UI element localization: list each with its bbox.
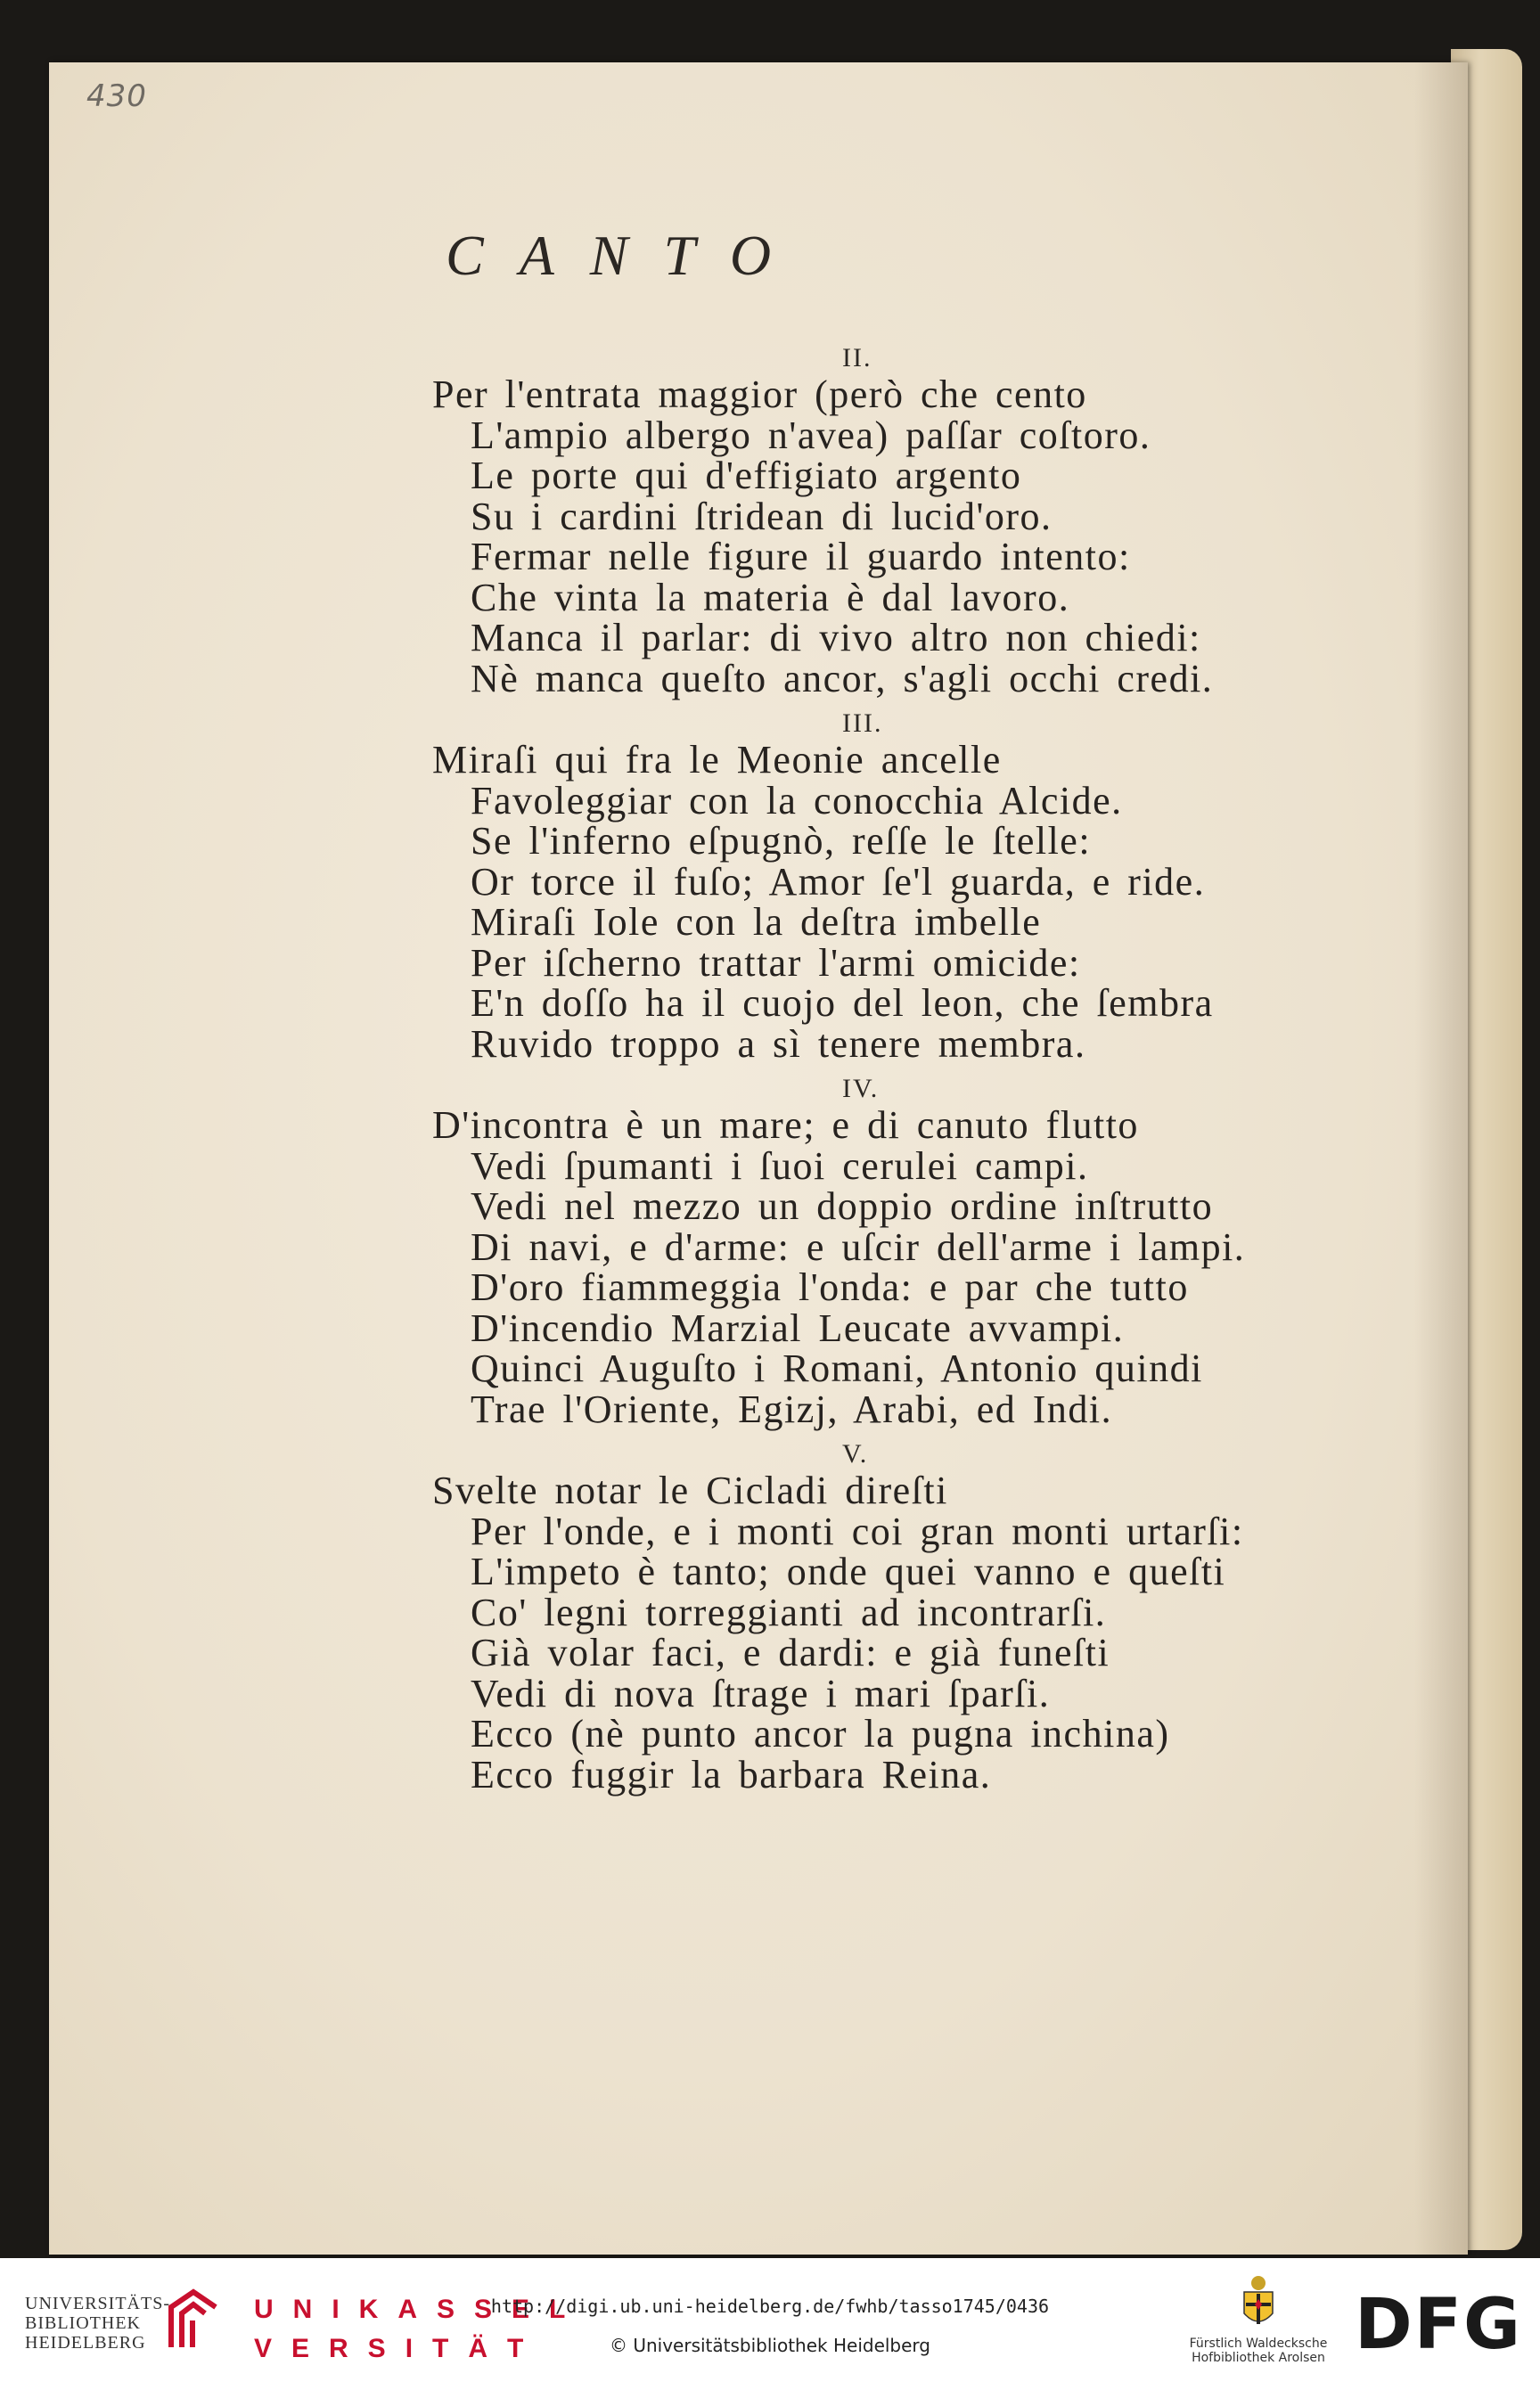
verse-line: Già volar faci, e dardi: e già funeſti bbox=[471, 1631, 1110, 1674]
verse-line: Se l'inferno eſpugnò, reſſe le ſtelle: bbox=[471, 819, 1092, 863]
verse-line: Svelte notar le Cicladi direſti bbox=[432, 1469, 948, 1512]
verse-line: Per iſcherno trattar l'armi omicide: bbox=[471, 940, 1081, 985]
verse-line: Quinci Auguſto i Romani, Antonio quindi bbox=[471, 1346, 1203, 1390]
stanza-number: IV. bbox=[842, 1074, 880, 1103]
permalink-url[interactable]: http://digi.ub.uni-heidelberg.de/fwhb/tasso1745/0436 bbox=[490, 2296, 1050, 2317]
stanza-number: III. bbox=[842, 708, 883, 738]
dfg-logo: DFG bbox=[1355, 2285, 1523, 2365]
verse-line: Ecco fuggir la barbara Reina. bbox=[471, 1752, 992, 1797]
arolsen-library-logo bbox=[1178, 2274, 1339, 2365]
verse-line: Vedi di nova ſtrage i mari ſparſi. bbox=[471, 1671, 1051, 1715]
page-title: CANTO bbox=[446, 224, 807, 287]
verse-line: Ecco (nè punto ancor la pugna inchina) bbox=[471, 1712, 1170, 1756]
verse-line: Per l'onde, e i monti coi gran monti urtarſi: bbox=[471, 1509, 1244, 1553]
arolsen-line: Fürstlich Waldecksche bbox=[1189, 2337, 1328, 2351]
handwritten-page-number: 430 bbox=[86, 78, 147, 114]
verse-line: Or torce il fuſo; Amor ſe'l guarda, e ride. bbox=[471, 859, 1206, 904]
verse-line: Co' legni torreggianti ad incontrarſi. bbox=[471, 1590, 1107, 1634]
verse-line: Favoleggiar con la conocchia Alcide. bbox=[471, 778, 1123, 823]
verse-line: Che vinta la materia è dal lavoro. bbox=[471, 575, 1070, 619]
verse-line: Vedi nel mezzo un doppio ordine inſtrutto bbox=[471, 1184, 1214, 1228]
verse-line: L'impeto è tanto; onde quei vanno e queſti bbox=[471, 1550, 1226, 1593]
crest-icon bbox=[1241, 2274, 1276, 2331]
verse-line: L'ampio albergo n'avea) paſſar coſtoro. bbox=[471, 413, 1151, 457]
kassel-top-text: UNIKASSEL bbox=[254, 2295, 586, 2324]
verse-line: Per l'entrata maggior (però che cento bbox=[432, 372, 1087, 416]
verse-line: Manca il parlar: di vivo altro non chiedi: bbox=[471, 616, 1201, 659]
verse-line: Trae l'Oriente, Egizj, Arabi, ed Indi. bbox=[471, 1387, 1113, 1431]
verse-line: E'n doſſo ha il cuojo del leon, che ſembra bbox=[471, 981, 1214, 1025]
ub-logo-line: HEIDELBERG bbox=[25, 2333, 146, 2353]
stanza-number: V. bbox=[842, 1439, 869, 1469]
verse-line: D'oro fiammeggia l'onda: e par che tutto bbox=[471, 1265, 1189, 1309]
verse-line: Ruvido troppo a sì tenere membra. bbox=[471, 1021, 1086, 1066]
verse-line: D'incontra è un mare; e di canuto flutto bbox=[432, 1103, 1139, 1147]
stanza-number: II. bbox=[842, 343, 872, 372]
verse-line: Miraſi qui fra le Meonie ancelle bbox=[432, 738, 1002, 782]
verse-line: Fermar nelle figure il guardo intento: bbox=[471, 535, 1131, 578]
footer-bar bbox=[0, 2258, 1540, 2390]
ub-logo-line: UNIVERSITÄTS- bbox=[25, 2294, 170, 2313]
verse-line: Di navi, e d'arme: e uſcir dell'arme i lampi. bbox=[471, 1224, 1246, 1269]
kassel-bottom-text: VERSITÄT bbox=[254, 2334, 544, 2363]
verse-line: Miraſi Iole con la deſtra imbelle bbox=[471, 900, 1042, 944]
verse-line: Le porte qui d'effigiato argento bbox=[471, 454, 1022, 497]
arolsen-line: Hofbibliothek Arolsen bbox=[1192, 2351, 1325, 2365]
verse-line: D'incendio Marzial Leucate avvampi. bbox=[471, 1305, 1125, 1350]
verse-line: Vedi ſpumanti i ſuoi cerulei campi. bbox=[471, 1143, 1089, 1188]
gutter-shadow bbox=[1414, 62, 1468, 2255]
verse-line: Nè manca queſto ancor, s'agli occhi credi. bbox=[471, 656, 1214, 700]
ub-logo-line: BIBLIOTHEK bbox=[25, 2313, 141, 2333]
copyright-notice: © Universitätsbibliothek Heidelberg bbox=[609, 2335, 930, 2356]
verse-line: Su i cardini ſtridean di lucid'oro. bbox=[471, 494, 1053, 538]
